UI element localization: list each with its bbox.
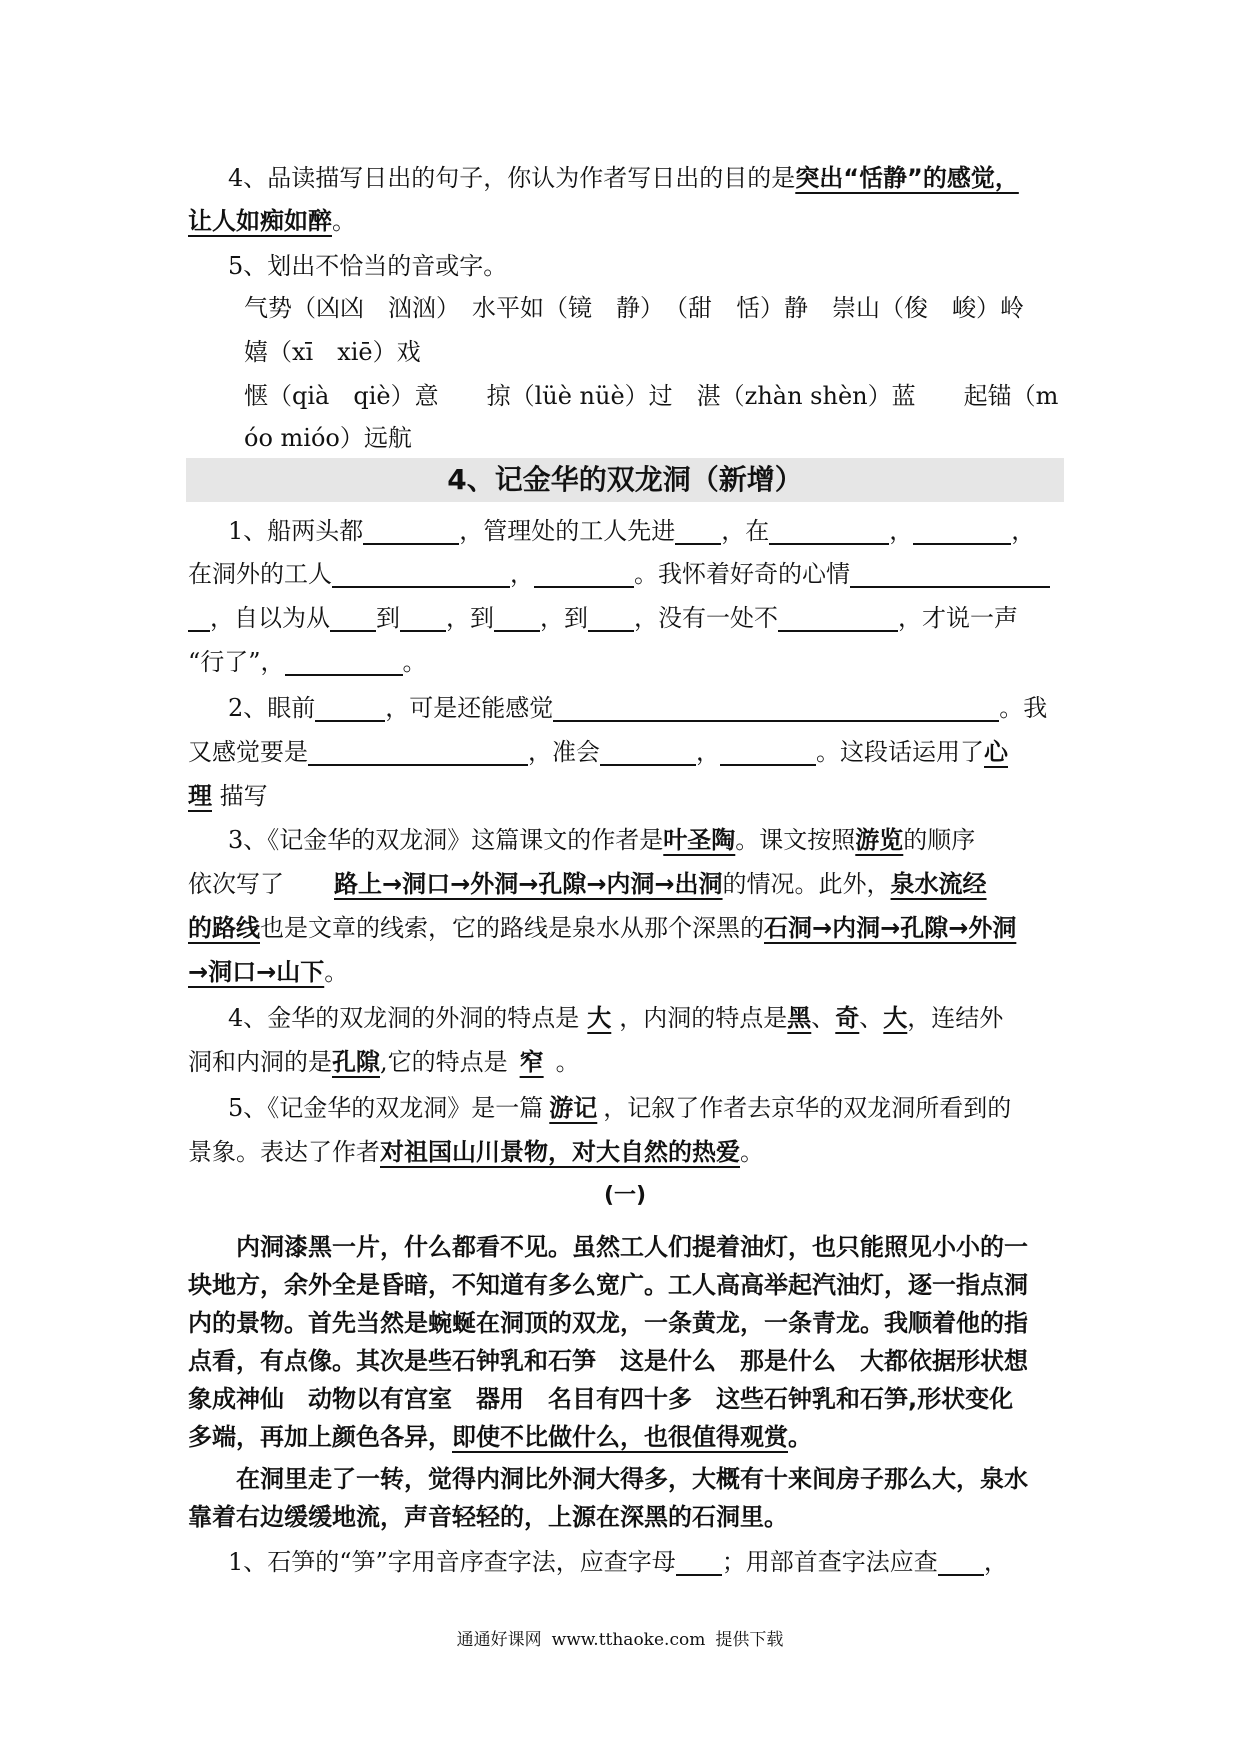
q4-line2: 洞和内洞的是孔隙,它的特点是 窄 。: [188, 1048, 580, 1076]
blank[interactable]: [588, 600, 634, 632]
q5-top-row1: 气势（凶凶 汹汹） 水平如（镜 静） （甜 恬）静 崇山（俊 峻）岭: [244, 294, 1024, 322]
q2-answer-part2: 理: [188, 782, 212, 810]
blank[interactable]: [600, 734, 696, 766]
section-title: 4、记金华的双龙洞（新增）: [447, 463, 803, 496]
blank[interactable]: [315, 690, 385, 722]
q3-clue-answer-part1: 泉水流经: [890, 870, 987, 898]
passage-p1-line1: 内洞漆黑一片，什么都看不见。虽然工人们提着油灯，也只能照见小小的一: [236, 1233, 1028, 1261]
q1-line4: “行了”， 。: [188, 640, 1064, 684]
q2-line1: 2、眼前 ，可是还能感觉 。我: [188, 686, 1104, 730]
blank[interactable]: [330, 600, 376, 632]
q4-outer-cave-answer: 大: [587, 1004, 612, 1032]
q3-order-answer: 游览: [855, 826, 904, 854]
passage-p2-line2: 靠着右边缓缓地流，声音轻轻的，上源在深黑的石洞里。: [188, 1503, 788, 1531]
q5-line1: 5、《记金华的双龙洞》是一篇 游记 ，记叙了作者去京华的双龙洞所看到的: [228, 1094, 1012, 1122]
footer-site-name: 通通好课网: [456, 1630, 542, 1650]
q5-top-row4: óo mióo）远航: [244, 424, 412, 452]
q4-inner-answer-odd: 奇: [835, 1004, 860, 1032]
blank[interactable]: [938, 1544, 984, 1576]
q4-inner-answer-big: 大: [883, 1004, 908, 1032]
passage-q1-line: 1、石笋的“笋”字用音序查字法，应查字母 ；用部首查字法应查 ，: [188, 1540, 1104, 1584]
blank[interactable]: [778, 600, 898, 632]
footer-url[interactable]: www.tthaoke.com: [551, 1630, 706, 1650]
passage-underlined-phrase: 即使不比做什么，也很值得观赏: [452, 1423, 788, 1451]
q5-line2: 景象。表达了作者对祖国山川景物，对大自然的热爱。: [188, 1138, 764, 1166]
passage-heading: (一): [603, 1183, 647, 1208]
q4-passage-feature-answer: 窄: [519, 1048, 544, 1076]
page-footer: [0, 1628, 1240, 1652]
footer-note: 提供下载: [715, 1630, 784, 1650]
blank[interactable]: [308, 734, 528, 766]
blank[interactable]: [720, 734, 816, 766]
blank[interactable]: [400, 600, 446, 632]
q3-clue-answer-part2: 的路线: [188, 914, 260, 942]
q5-genre-answer: 游记: [549, 1094, 598, 1122]
q4-top-answer-part2: 让人如痴如醉: [188, 207, 332, 235]
passage-p1-line4: 点看，有点像。其次是些石钟乳和石笋 这是什么 那是什么 大都依据形状想: [188, 1347, 1028, 1375]
q4-top-prompt: 4、品读描写日出的句子，你认为作者写日出的目的是: [228, 164, 796, 192]
q2-answer-part1: 心: [984, 738, 1008, 766]
q5-top-row2: 嬉（xī xiē）戏: [244, 338, 421, 366]
q5-feeling-answer: 对祖国山川景物，对大自然的热爱: [380, 1138, 740, 1166]
q4-top-line2: 让人如痴如醉。: [188, 207, 356, 235]
q3-line1: 3、《记金华的双龙洞》这篇课文的作者是叶圣陶。课文按照游览的顺序: [228, 826, 976, 854]
blank[interactable]: [676, 1544, 722, 1576]
blank[interactable]: [675, 513, 721, 545]
q3-route-answer: 路上→洞口→外洞→孔隙→内洞→出洞: [334, 870, 723, 898]
passage-p1-line2: 块地方，余外全是昏暗，不知道有多么宽广。工人高高举起汽油灯，逐一指点洞: [188, 1271, 1028, 1299]
blank[interactable]: [332, 556, 510, 588]
q3-author-answer: 叶圣陶: [663, 826, 736, 854]
blank[interactable]: [534, 556, 634, 588]
q1-line2: 在洞外的工人 ， 。我怀着好奇的心情: [188, 552, 1064, 596]
passage-p1-line5: 象成神仙 动物以有宫室 器用 名目有四十多 这些石钟乳和石笋,形状变化: [188, 1385, 1014, 1413]
blank[interactable]: [188, 600, 210, 632]
q1-line1: 1、船两头都 ，管理处的工人先进 ，在 ， ，: [188, 509, 1104, 553]
q3-line2: 依次写了 路上→洞口→外洞→孔隙→内洞→出洞的情况。此外，泉水流经: [188, 870, 987, 898]
q3-line3: 的路线也是文章的线索，它的路线是泉水从那个深黑的石洞→内洞→孔隙→外洞: [188, 914, 1017, 942]
q5-top-row3: 惬（qià qiè）意 掠（lüè nüè）过 湛（zhàn shèn）蓝 起锚（m: [244, 382, 1059, 410]
blank[interactable]: [494, 600, 540, 632]
q3-line4: →洞口→山下。: [188, 958, 349, 986]
q4-top-line1: [188, 156, 1104, 200]
q2-line3: 理 描写: [188, 782, 268, 810]
q4-inner-answer-dark: 黑: [787, 1004, 812, 1032]
blank[interactable]: [363, 513, 459, 545]
blank[interactable]: [553, 690, 999, 722]
q3-water-route-part1: 石洞→内洞→孔隙→外洞: [764, 914, 1017, 942]
q5-top-title: 5、划出不恰当的音或字。: [228, 252, 508, 280]
passage-p1-line3: 内的景物。首先当然是蜿蜒在洞顶的双龙，一条黄龙，一条青龙。我顺着他的指: [188, 1309, 1028, 1337]
passage-p1-line6: 多端，再加上颜色各异，即使不比做什么，也很值得观赏。: [188, 1423, 812, 1451]
q2-line2: 又感觉要是 ，准会 ， 。这段话运用了心: [188, 730, 1064, 774]
blank[interactable]: [850, 556, 1050, 588]
q4-top-answer-part1: 突出“恬静”的感觉，: [795, 164, 1019, 192]
q3-water-route-part2: →洞口→山下: [188, 958, 325, 986]
blank[interactable]: [285, 644, 403, 676]
blank[interactable]: [913, 513, 1011, 545]
q4-passage-answer: 孔隙: [332, 1048, 380, 1076]
passage-p2-line1: 在洞里走了一转，觉得内洞比外洞大得多，大概有十来间房子那么大，泉水: [236, 1465, 1028, 1493]
q1-line3: ，自以为从 到 ，到 ，到 ，没有一处不 ，才说一声: [188, 596, 1064, 640]
q4-line1: 4、金华的双龙洞的外洞的特点是 大 ，内洞的特点是黑、奇、大，连结外: [228, 1004, 1004, 1032]
blank[interactable]: [769, 513, 889, 545]
